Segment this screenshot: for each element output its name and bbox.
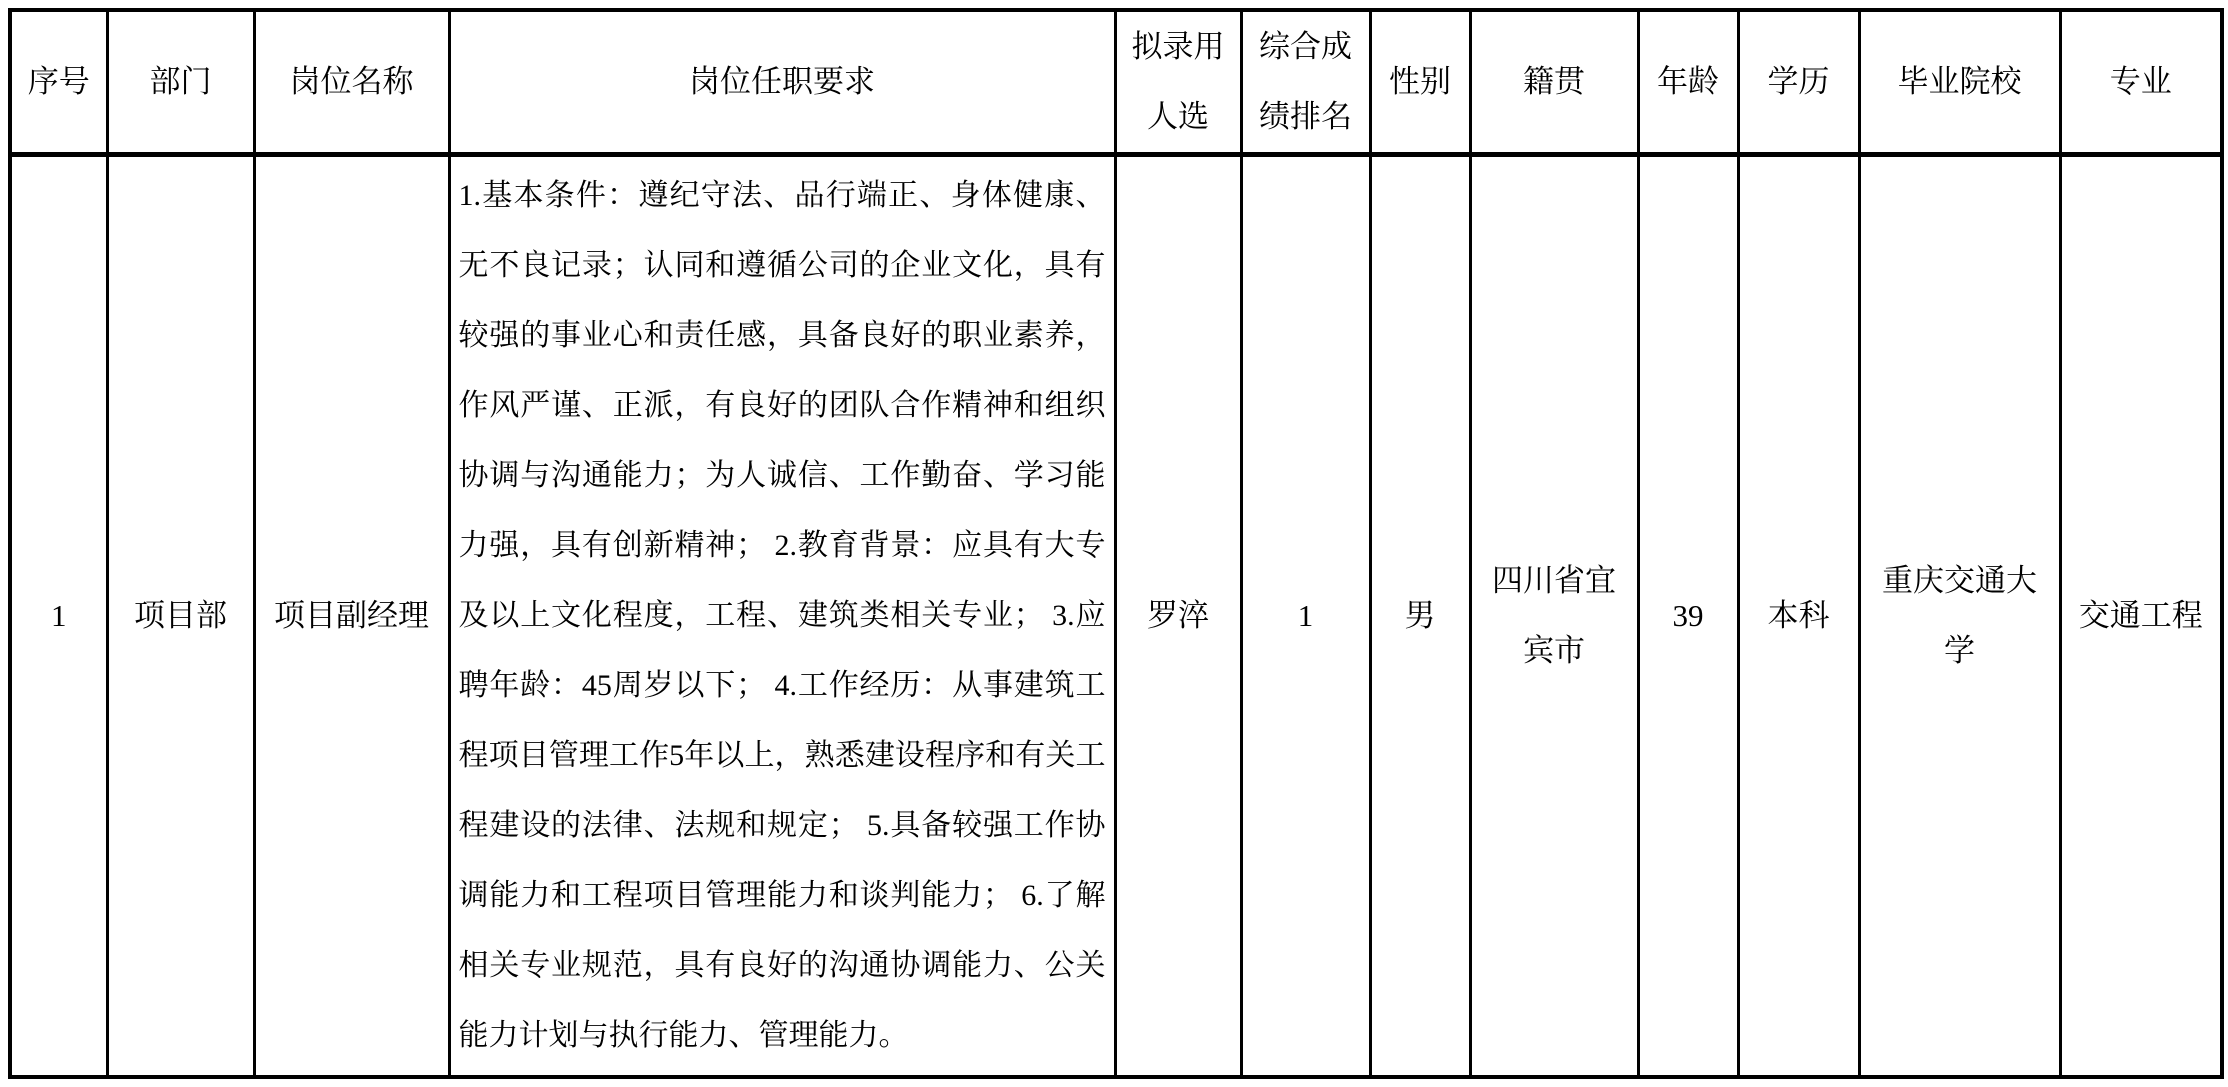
cell-rank: 1 bbox=[1241, 155, 1370, 1078]
header-candidate: 拟录用人选 bbox=[1115, 10, 1241, 155]
cell-candidate: 罗淬 bbox=[1115, 155, 1241, 1078]
header-education: 学历 bbox=[1738, 10, 1859, 155]
cell-requirements: 1.基本条件：遵纪守法、品行端正、身体健康、无不良记录；认同和遵循公司的企业文化，具有较强的事业心和责任感，具备良好的职业素养，作风严谨、正派，有良好的团队合作精神和组织协调与沟通能力；为人诚信、工作勤奋、学习能力强，具有创新精神； 2.教育背景：应具有大专及以上文化程度，工程、建筑类相关专业； 3.应聘年龄：45周岁以下； 4.工作经历：从事建筑工程项目管理工作5年以上，熟悉建设程序和有关工程建设的法律、法规和规定； 5.具备较强工作协调能力和工程项目管理能力和谈判能力； 6.了解相关专业规范，具有良好的沟通协调能力、公关能力计划与执行能力、管理能力。 bbox=[449, 155, 1115, 1078]
cell-age: 39 bbox=[1638, 155, 1738, 1078]
cell-position: 项目副经理 bbox=[254, 155, 449, 1078]
recruitment-candidate-table bbox=[8, 8, 2224, 1079]
cell-seq: 1 bbox=[10, 155, 107, 1078]
header-major: 专业 bbox=[2060, 10, 2222, 155]
cell-gender: 男 bbox=[1370, 155, 1470, 1078]
header-rank: 综合成绩排名 bbox=[1241, 10, 1370, 155]
header-university: 毕业院校 bbox=[1859, 10, 2060, 155]
table-row bbox=[10, 155, 2222, 1078]
header-gender: 性别 bbox=[1370, 10, 1470, 155]
header-department: 部门 bbox=[107, 10, 254, 155]
header-hometown: 籍贯 bbox=[1470, 10, 1638, 155]
cell-education: 本科 bbox=[1738, 155, 1859, 1078]
cell-hometown: 四川省宜宾市 bbox=[1470, 155, 1638, 1078]
header-age: 年龄 bbox=[1638, 10, 1738, 155]
cell-university: 重庆交通大学 bbox=[1859, 155, 2060, 1078]
header-seq: 序号 bbox=[10, 10, 107, 155]
table-header-row bbox=[10, 10, 2222, 155]
header-position: 岗位名称 bbox=[254, 10, 449, 155]
header-requirements: 岗位任职要求 bbox=[449, 10, 1115, 155]
cell-department: 项目部 bbox=[107, 155, 254, 1078]
cell-major: 交通工程 bbox=[2060, 155, 2222, 1078]
